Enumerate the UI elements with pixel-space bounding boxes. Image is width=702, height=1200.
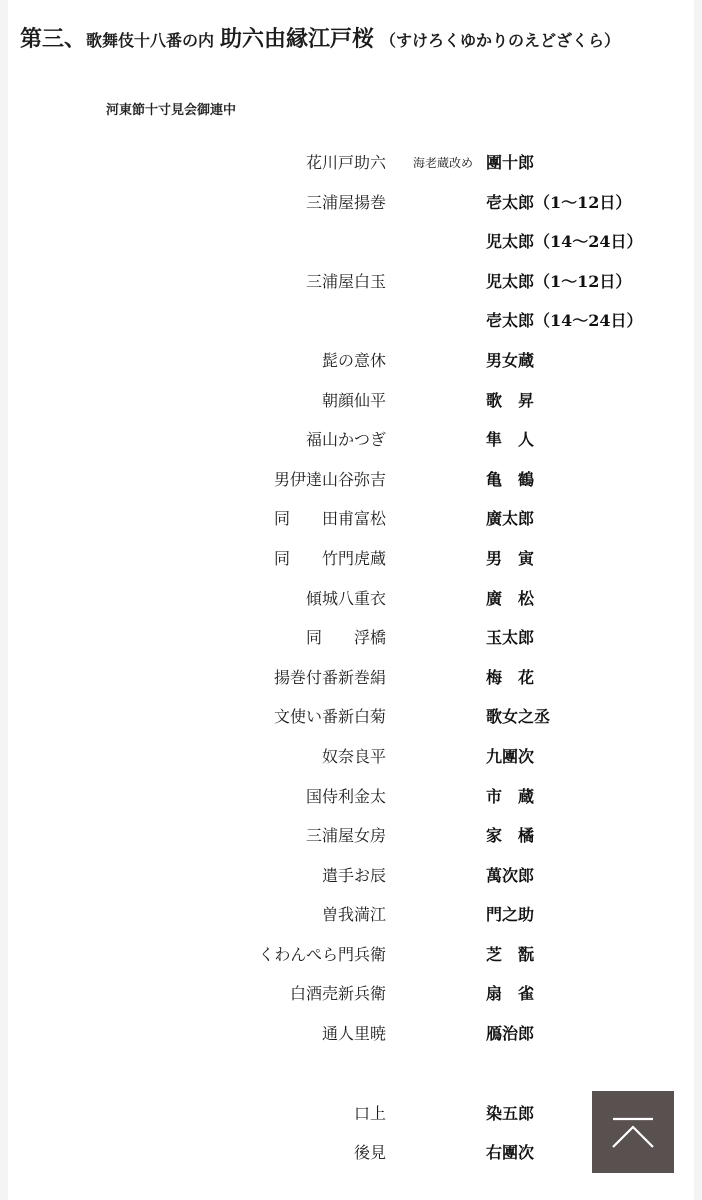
chevron-up-icon: [592, 1091, 674, 1173]
cast-list: [8, 142, 694, 1172]
cast-row: [8, 776, 694, 816]
actor-name: 萬次郎: [486, 865, 535, 885]
actor-name: 歌 昇: [486, 390, 535, 410]
role-name: 口上: [353, 1103, 386, 1123]
role-name: 奴奈良平: [321, 746, 386, 766]
role-name: 遣手お辰: [321, 865, 386, 885]
cast-row: [8, 657, 694, 697]
role-name: 傾城八重衣: [305, 588, 386, 608]
cast-row: [8, 419, 694, 459]
actor-name: 児太郎（1〜12日）: [486, 271, 632, 291]
cast-row: [8, 498, 694, 538]
role-name: 三浦屋揚巻: [305, 192, 386, 212]
cast-row: [8, 221, 694, 261]
cast-row: [8, 617, 694, 657]
actor-name: 市 蔵: [486, 786, 535, 806]
actor-name: 壱太郎（14〜24日）: [486, 311, 643, 331]
actor-name: 九團次: [486, 746, 535, 766]
cast-row: [8, 815, 694, 855]
actor-name: 男 寅: [486, 548, 535, 568]
role-name: 同 田甫富松: [273, 509, 386, 529]
role-name: 揚巻付番新巻絹: [273, 667, 386, 687]
section-spacer: [8, 1053, 694, 1093]
cast-row: [8, 578, 694, 618]
role-name: 国侍利金太: [305, 786, 386, 806]
actor-name: 玉太郎: [486, 628, 535, 648]
role-name: 文使い番新白菊: [273, 707, 386, 727]
actor-name: 家 橘: [486, 826, 535, 846]
actor-name: 梅 花: [486, 667, 535, 687]
role-name: 三浦屋女房: [305, 826, 386, 846]
role-name: 同 浮橋: [305, 628, 386, 648]
program-title-reading: （すけろくゆかりのえどざくら）: [380, 31, 621, 50]
role-name: 後見: [353, 1143, 386, 1163]
actor-name: 隼 人: [486, 430, 535, 450]
actor-name: 團十郎: [486, 153, 535, 172]
actor-name: 壱太郎（1〜12日）: [486, 192, 632, 212]
actor-name: 染五郎: [486, 1103, 535, 1123]
cast-row: [8, 459, 694, 499]
cast-row: [8, 261, 694, 301]
cast-row: [8, 538, 694, 578]
role-name: 男伊達山谷弥吉: [273, 469, 386, 489]
cast-row: [8, 340, 694, 380]
accompaniment-credit: 河東節十寸見会御連中: [106, 103, 237, 118]
actor-name: 亀 鶴: [486, 469, 535, 489]
cast-row: [8, 696, 694, 736]
role-name: 福山かつぎ: [305, 430, 386, 450]
cast-row: [8, 894, 694, 934]
actor-name: 廣太郎: [486, 509, 535, 529]
cast-row: [8, 736, 694, 776]
actor-name: 扇 雀: [486, 984, 535, 1004]
program-page: [8, 0, 694, 1200]
cast-row: [8, 1013, 694, 1053]
role-name: くわんぺら門兵衛: [258, 944, 386, 964]
cast-row: [8, 973, 694, 1013]
cast-row: [8, 300, 694, 340]
actor-name: 児太郎（14〜24日）: [486, 232, 643, 252]
actor-name: 芝 翫: [486, 944, 535, 964]
program-series: 歌舞伎十八番の内: [86, 31, 215, 50]
role-name: 髭の意休: [321, 350, 386, 370]
role-name: 同 竹門虎蔵: [273, 548, 386, 568]
cast-row: [8, 380, 694, 420]
role-name: 白酒売新兵衛: [289, 984, 386, 1004]
actor-name: 右團次: [486, 1143, 535, 1163]
actor-name: 歌女之丞: [486, 707, 551, 727]
role-name: 通人里暁: [321, 1024, 386, 1044]
actor-name: 廣 松: [486, 588, 535, 608]
cast-row: [8, 142, 694, 182]
role-name: 曽我満江: [321, 905, 386, 925]
back-to-top-button[interactable]: [592, 1091, 674, 1173]
cast-row: [8, 855, 694, 895]
actor-name: 鴈治郎: [486, 1024, 535, 1044]
cast-row: [8, 182, 694, 222]
program-title: 助六由縁江戸桜: [220, 26, 375, 52]
role-name: 朝顔仙平: [321, 390, 386, 410]
role-name: 花川戸助六: [305, 153, 386, 172]
program-heading: [20, 22, 680, 58]
name-change-note: 海老蔵改め: [413, 156, 474, 170]
role-name: 三浦屋白玉: [305, 271, 386, 291]
actor-name: 男女蔵: [486, 350, 535, 370]
actor-name: 門之助: [486, 905, 535, 925]
cast-row: [8, 934, 694, 974]
program-number: 第三、: [20, 26, 87, 52]
